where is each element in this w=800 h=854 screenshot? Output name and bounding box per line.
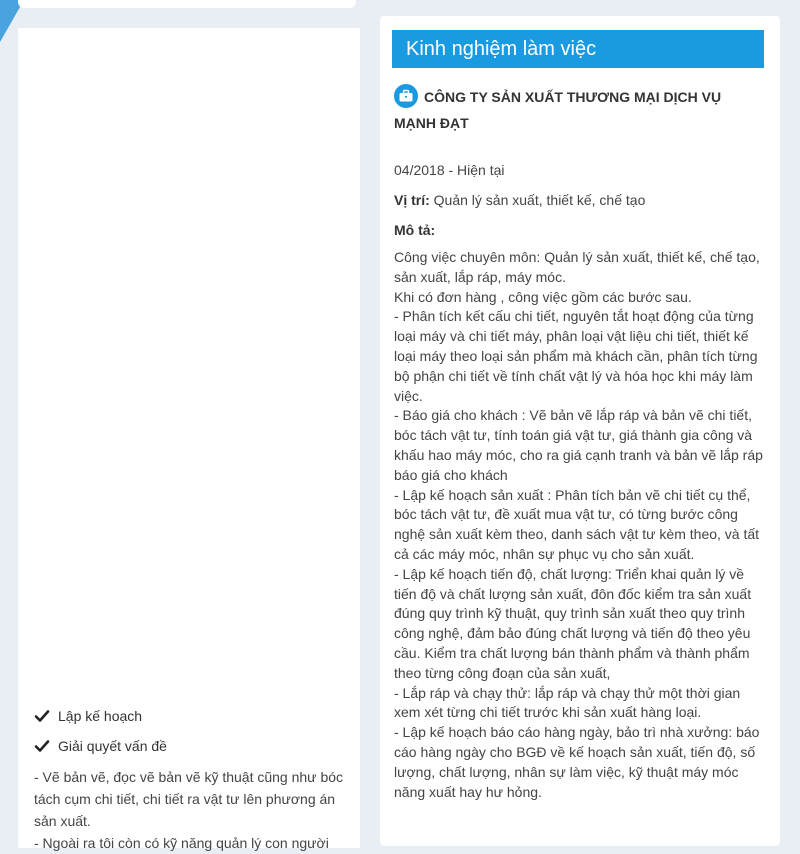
skill-item: [34, 702, 344, 730]
skill-detail: - Vẽ bản vẽ, đọc vẽ bản vẽ kỹ thuật cũng như bóc tách cụm chi tiết, chi tiết ra vật tư lên phương án sản xuất. - Ngoài ra tôi còn có kỹ năng quản lý con người: [34, 769, 344, 851]
position: [394, 192, 645, 208]
section-title: Kinh nghiệm làm việc: [392, 30, 764, 68]
company-label: CÔNG TY SẢN XUẤT THƯƠNG MẠI DỊCH VỤ MẠNH ĐẠT: [394, 89, 722, 132]
position-value: Quản lý sản xuất, thiết kế, chế tạo: [429, 192, 646, 208]
company-name: [394, 84, 766, 136]
description-text: Công việc chuyên môn: Quản lý sản xuất, thiết kế, chế tạo, sản xuất, lắp ráp, máy móc. Khi có đơn hàng , công việc gồm các bước sau. - Phân tích kết cấu chi tiết, nguyên tắt hoạt động của từng loại máy và chi tiết máy, phân loại vật liệu chi tiết, thiết kế loại máy theo loại sản phẩm mà khách cần, phân tích từng bộ phận chi tiết về tính chất vật lý và hóa học khi máy làm việc. - Báo giá cho khách : Vẽ bản vẽ lắp ráp và bản vẽ chi tiết, bóc tách vật tư, tính toán giá vật tư, giá thành gia công và khấu hao máy móc, cho ra giá cạnh tranh và bản vẽ lắp ráp báo giá cho khách - Lập kế hoạch sản xuất : Phân tích bản vẽ chi tiết cụ thể, bóc tách vật tư, đề xuất mua vật tư, có từng bước công nghệ sản xuất kèm theo, danh sách vật tư kèm theo, và tất cả các máy móc, nhân sự phục vụ cho sản xuất. - Lập kế hoạch tiến độ, chất lượng: Triển khai quản lý về tiến độ và chất lượng sản xuất, đôn đốc kiểm tra sản xuất đúng quy trình kỹ thuật, quy trình sản xuất theo quy trình công nghệ, đảm bảo đúng chất lượng và tiến độ theo yêu cầu. Kiểm tra chất lượng bán thành phẩm và thành phẩm theo từng công đoạn của sản xuất, - Lắp ráp và chạy thử: lắp ráp và chạy thử một thời gian xem xét từng chi tiết trước khi sản xuất hàng loại. - Lập kế hoạch báo cáo hàng ngày, bảo trì nhà xưởng: báo cáo hàng ngày cho BGĐ về kế hoạch sản xuất, tiến độ, số lượng, chất lượng, nhân sự làm việc, kỹ thuật máy móc năng xuất hay hư hỏng.: [394, 249, 763, 800]
briefcase-icon: [394, 84, 418, 108]
check-icon: [34, 708, 50, 724]
experience-card: [380, 16, 780, 846]
description-label: Mô tả:: [394, 222, 436, 238]
top-left-card: [18, 0, 356, 8]
skill-label: Lập kế hoạch: [58, 708, 143, 724]
check-icon: [34, 738, 50, 754]
position-label: Vị trí:: [394, 192, 430, 208]
skill-item: [34, 732, 344, 760]
skill-label: Giải quyết vấn đề: [58, 738, 167, 754]
skills-section: [34, 702, 344, 854]
work-period: 04/2018 - Hiện tại: [394, 162, 505, 178]
